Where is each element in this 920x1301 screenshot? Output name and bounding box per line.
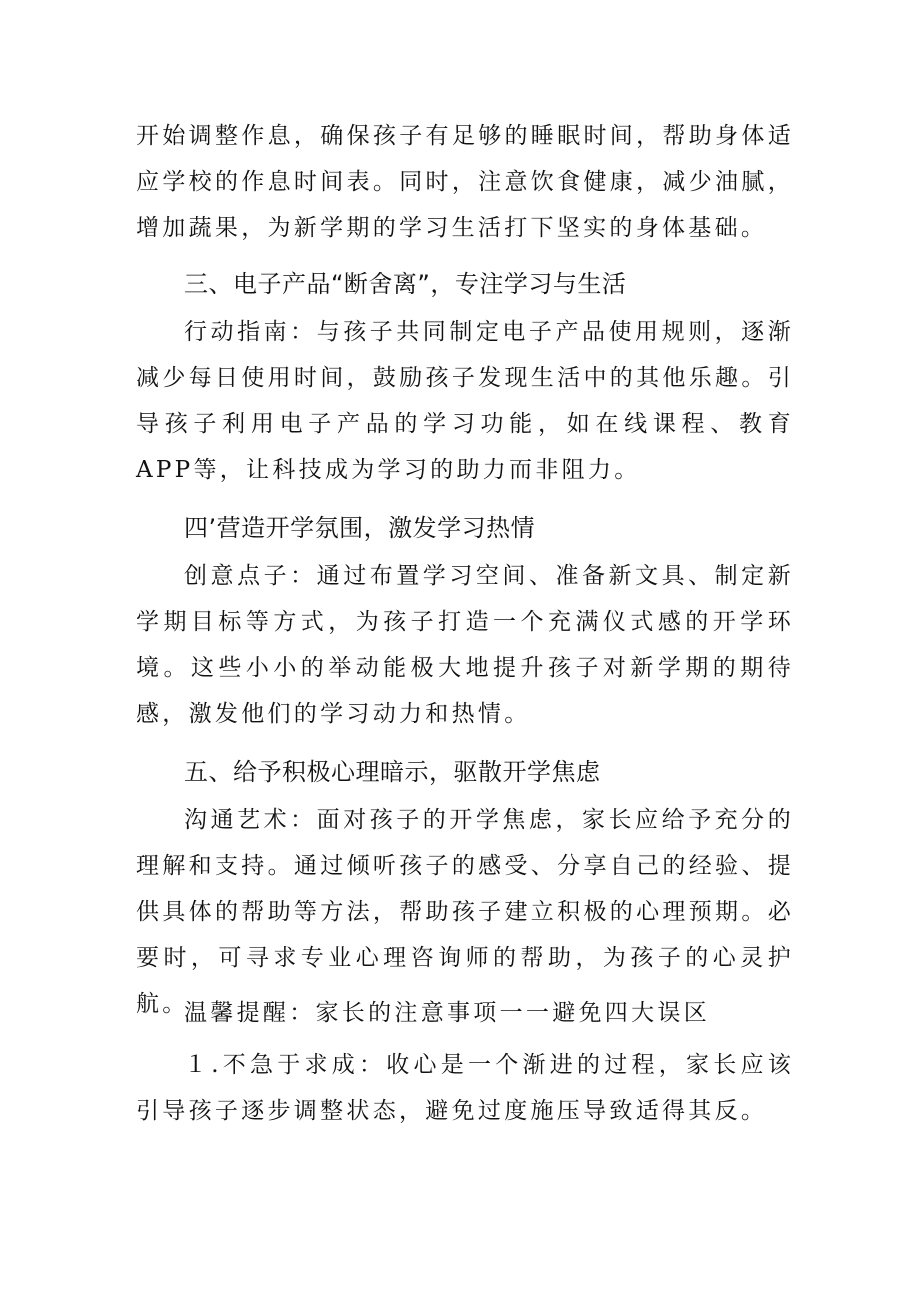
reminder-item-1: １.不急于求成：收心是一个渐进的过程，家长应该引导孩子逐步调整状态，避免过度施压导致适得其反。 bbox=[136, 1052, 794, 1124]
section-3-body: 行动指南：与孩子共同制定电子产品使用规则，逐渐减少每日使用时间，鼓励孩子发现生活中的其他乐趣。引导孩子利用电子产品的学习功能，如在线课程、教育APP等，让科技成为学习的助力而非阻力。 bbox=[136, 319, 794, 483]
reminder-title: 温馨提醒：家长的注意事项一一避免四大误区 bbox=[184, 1000, 710, 1026]
section-4-heading: 四’营造开学氛围，激发学习热情 bbox=[184, 514, 536, 542]
intro-paragraph: 开始调整作息，确保孩子有足够的睡眠时间，帮助身体适应学校的作息时间表。同时，注意饮食健康，减少油腻，增加蔬果，为新学期的学习生活打下坚实的身体基础。 bbox=[136, 123, 794, 241]
section-4-body: 创意点子：通过布置学习空间、准备新文具、制定新学期目标等方式，为孩子打造一个充满仪式感的开学环境。这些小小的举动能极大地提升孩子对新学期的期待感，激发他们的学习动力和热情。 bbox=[136, 563, 794, 727]
section-3-heading: 三、电子产品“断舍离”，专注学习与生活 bbox=[184, 270, 627, 298]
section-5-body: 沟通艺术：面对孩子的开学焦虑，家长应给予充分的理解和支持。通过倾听孩子的感受、分享自己的经验、提供具体的帮助等方法，帮助孩子建立积极的心理预期。必要时，可寻求专业心理咨询师的帮助，为孩子的心灵护航。 bbox=[136, 807, 794, 1017]
section-5-heading: 五、给予积极心理暗示，驱散开学焦虑 bbox=[184, 758, 601, 786]
